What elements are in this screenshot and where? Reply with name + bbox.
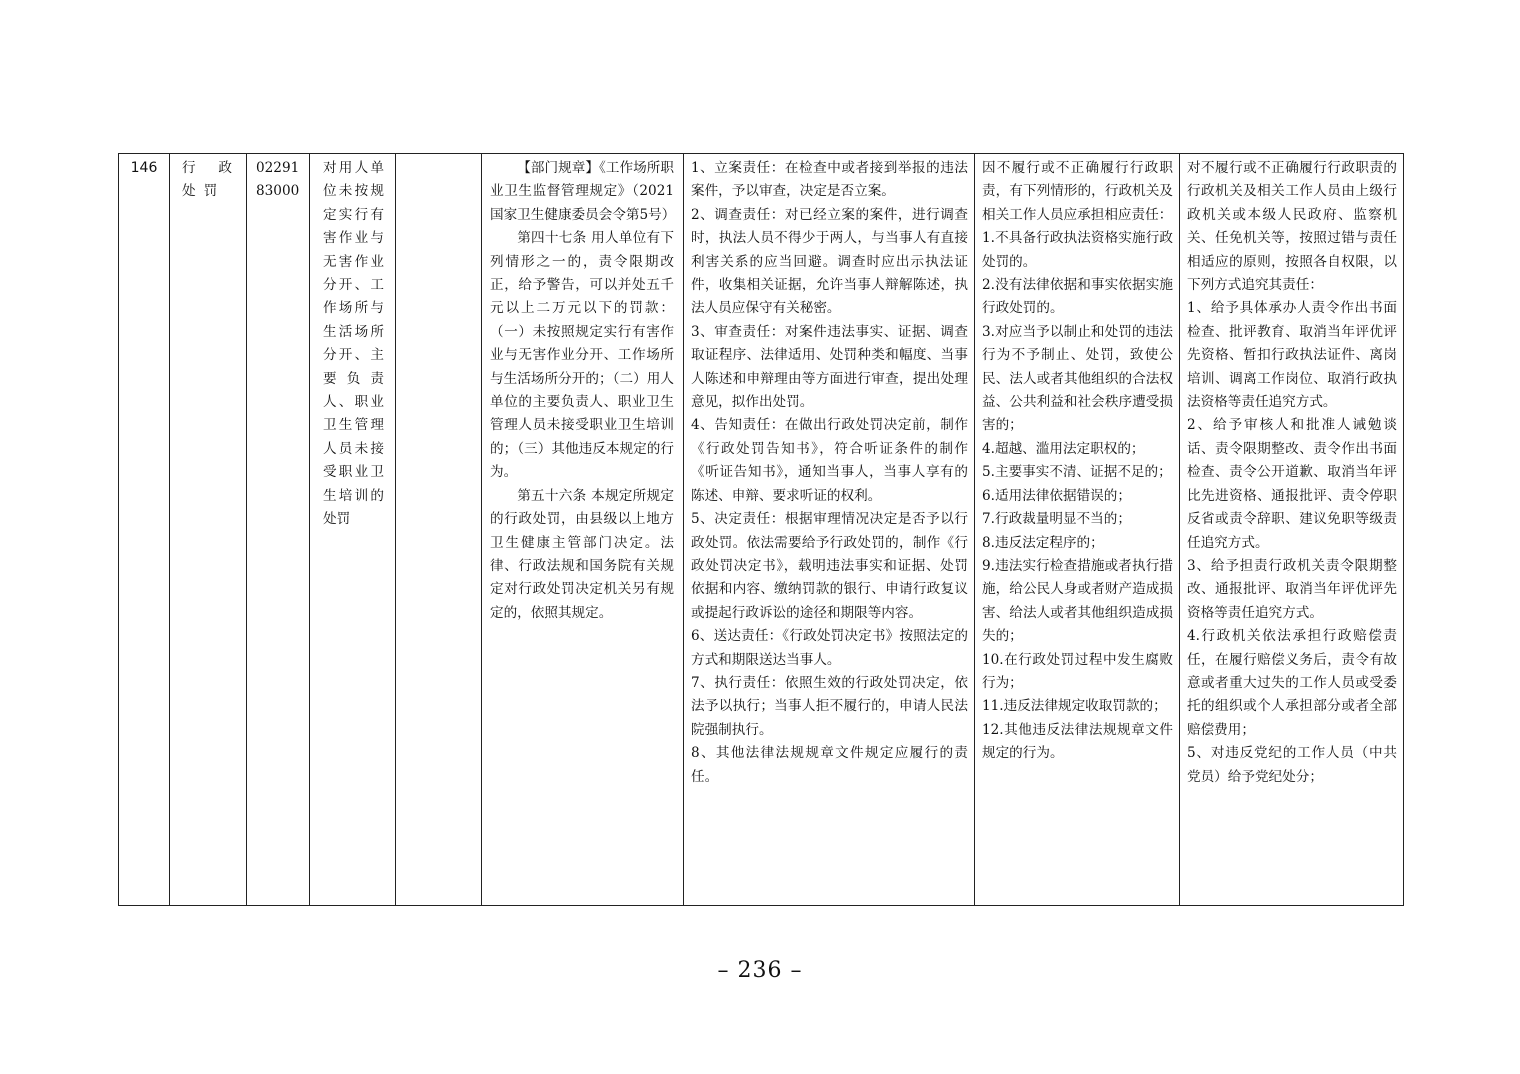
accountability-case: 3.对应当予以制止和处罚的违法行为不予制止、处罚，致使公民、法人或者其他组织的合法权益、公共利益和社会秩序遭受损害的； (982, 323, 1173, 434)
responsibility-item: 3、审查责任：对案件违法事实、证据、调查取证程序、法律适用、处罚种类和幅度、当事人陈述和申辩理由等方面进行审查，提出处理意见，拟作出处罚。 (691, 323, 968, 411)
row-number-cell (119, 154, 170, 906)
responsibility-item: 5、决定责任：根据审理情况决定是否予以行政处罚。依法需要给予行政处罚的，制作《行政处罚决定书》，载明违法事实和证据、处罚依据和内容、缴纳罚款的银行、申请行政复议或提起行政诉讼的途径和期限等内容。 (691, 511, 968, 621)
accountability-method: 2、给予审核人和批准人诫勉谈话、责令限期整改、责令作出书面检查、责令公开道歉、取消当年评比先进资格、通报批评、责令停职反省或责令辞职、建议免职等级责任追究方式。 (1187, 417, 1397, 551)
accountability-methods-cell (1180, 154, 1404, 906)
accountability-method: 对不履行或不正确履行行政职责的行政机关及相关工作人员由上级行政机关或本级人民政府、监察机关、任免机关等，按照过错与责任相适应的原则，按照各自权限，以下列方式追究其责任： (1187, 160, 1397, 294)
accountability-case: 6.适用法律依据错误的； (982, 487, 1131, 504)
accountability-case: 2.没有法律依据和事实依据实施行政处罚的。 (982, 277, 1173, 317)
accountability-case: 12.其他违反法律法规规章文件规定的行为。 (982, 721, 1173, 762)
power-list-table (118, 153, 1404, 906)
row-number: 146 (130, 160, 158, 176)
accountability-case: 4.超越、滥用法定职权的； (982, 440, 1145, 457)
item-name: 对用人单位未按规定实行有害作业与无害作业分开、工作场所与生活场所分开、主要负责人、职业卫生管理人员未接受职业卫生培训的处罚 (323, 160, 384, 528)
power-code: 0229183000 (256, 160, 300, 200)
responsibility-item: 6、送达责任：《行政处罚决定书》按照法定的方式和期限送达当事人。 (691, 628, 968, 668)
power-code-cell (247, 154, 310, 906)
accountability-case: 5.主要事实不清、证据不足的； (982, 464, 1172, 481)
accountability-method: 1、给予具体承办人责令作出书面检查、批评教育、取消当年评优评先资格、暂扣行政执法证件、离岗培训、调离工作岗位、取消行政执法资格等责任追究方式。 (1187, 300, 1397, 411)
accountability-method: 5、对违反党纪的工作人员（中共党员）给予党纪处分； (1187, 745, 1397, 785)
accountability-case: 7.行政裁量明显不当的； (982, 511, 1131, 528)
power-type-cell (170, 154, 247, 906)
table-row (119, 154, 1404, 906)
item-name-cell (310, 154, 396, 906)
responsibility-item: 1、立案责任：在检查中或者接到举报的违法案件，予以审查，决定是否立案。 (691, 160, 968, 200)
legal-basis-article-47: 第四十七条 用人单位有下列情形之一的，责令限期改正，给予警告，可以并处五千元以上二万元以下的罚款：（一）未按照规定实行有害作业与无害作业分开、工作场所与生活场所分开的；（二）用人单位的主要负责人、职业卫生管理人员未接受职业卫生培训的；（三）其他违反本规定的行为。 (490, 230, 674, 481)
responsibility-item: 7、执行责任：依照生效的行政处罚决定，依法予以执行；当事人拒不履行的，申请人民法院强制执行。 (691, 674, 968, 738)
power-type: 行政处罚 (182, 160, 240, 200)
accountability-case: 10.在行政处罚过程中发生腐败行为； (982, 651, 1173, 691)
accountability-case: 11.违反法律规定收取罚款的； (982, 698, 1167, 715)
responsibility-item: 8、其他法律法规规章文件规定应履行的责任。 (691, 745, 968, 785)
legal-basis-source: 【部门规章】《工作场所职业卫生监督管理规定》（2021国家卫生健康委员会令第5号） (490, 160, 676, 223)
page-number: – 236 – (717, 958, 803, 983)
accountability-method: 4.行政机关依法承担行政赔偿责任，在履行赔偿义务后，责令有故意或者重大过失的工作人员或受委托的组织或个人承担部分或者全部赔偿费用； (1187, 628, 1397, 738)
legal-basis-cell (482, 154, 684, 906)
responsibility-item: 4、告知责任：在做出行政处罚决定前，制作《行政处罚告知书》，符合听证条件的制作《听证告知书》，通知当事人，当事人享有的陈述、申辩、要求听证的权利。 (691, 417, 968, 504)
accountability-case: 因不履行或不正确履行行政职责，有下列情形的，行政机关及相关工作人员应承担相应责任： (982, 160, 1173, 223)
accountability-cases-cell (975, 154, 1180, 906)
accountability-case: 9.违法实行检查措施或者执行措施，给公民人身或者财产造成损害、给法人或者其他组织造成损失的； (982, 557, 1173, 645)
legal-basis-article-56: 第五十六条 本规定所规定的行政处罚，由县级以上地方卫生健康主管部门决定。法律、行政法规和国务院有关规定对行政处罚决定机关另有规定的，依照其规定。 (490, 487, 674, 621)
accountability-method: 3、给予担责行政机关责令限期整改、通报批评、取消当年评优评先资格等责任追究方式。 (1187, 557, 1397, 621)
responsibility-item: 2、调查责任：对已经立案的案件，进行调查时，执法人员不得少于两人，与当事人有直接利害关系的应当回避。调查时应出示执法证件，收集相关证据，允许当事人辩解陈述，执法人员应保守有关秘密。 (691, 206, 968, 317)
sub-item-cell (396, 154, 482, 906)
responsibility-cell (684, 154, 975, 906)
accountability-case: 1.不具备行政执法资格实施行政处罚的。 (982, 230, 1173, 270)
accountability-case: 8.违反法定程序的； (982, 534, 1104, 551)
